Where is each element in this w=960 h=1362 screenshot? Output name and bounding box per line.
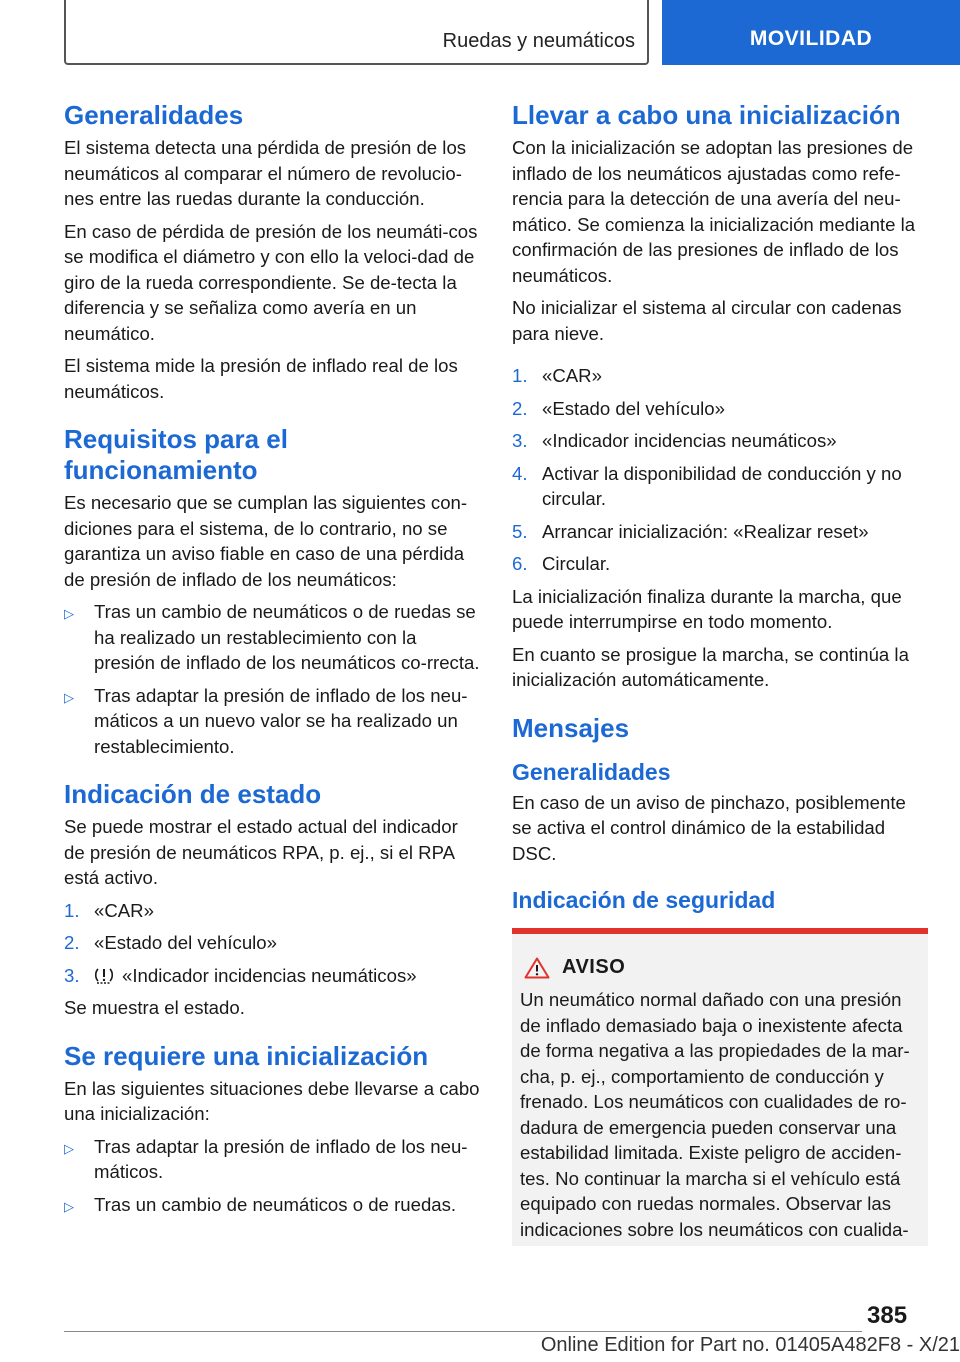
paragraph: Con la inicialización se adoptan las presiones de inflado de los neumáticos ajustadas como refe-rencia para la detección de una avería del neu-mático. Se comienza la inicialización mediante la confirmación de las presiones de inflado de los neumáticos. bbox=[512, 137, 916, 286]
left-column bbox=[64, 100, 480, 1226]
paragraph: El sistema mide la presión de inflado real de los neumáticos. bbox=[64, 355, 458, 402]
step-item: 1. «CAR» bbox=[64, 898, 480, 924]
right-column bbox=[512, 100, 928, 1246]
warning-triangle-icon bbox=[524, 957, 550, 979]
step-item: 6. Circular. bbox=[512, 551, 928, 577]
paragraph: Es necesario que se cumplan las siguientes con-diciones para el sistema, de lo contrario, no se garantiza un aviso fiable en caso de una pérdida de presión de inflado de los neumáticos: bbox=[64, 492, 468, 590]
paragraph: No inicializar el sistema al circular con cadenas para nieve. bbox=[512, 297, 902, 344]
header-section-title: Ruedas y neumáticos bbox=[442, 30, 635, 52]
step-number: 2. bbox=[64, 932, 80, 953]
paragraph: En caso de un aviso de pinchazo, posiblemente se activa el control dinámico de la estabilidad DSC. bbox=[512, 791, 906, 864]
step-number: 1. bbox=[512, 365, 528, 386]
paragraph: Se muestra el estado. bbox=[64, 997, 245, 1018]
step-number: 6. bbox=[512, 553, 528, 574]
warning-header bbox=[524, 956, 920, 979]
footer-edition: Online Edition for Part no. 01405A482F8 - X/21 bbox=[540, 1334, 960, 1356]
paragraph: En cuanto se prosigue la marcha, se continúa la inicialización automáticamente. bbox=[512, 643, 909, 690]
step-number: 5. bbox=[512, 520, 528, 542]
heading-generalidades-mensajes: Generalidades bbox=[512, 758, 671, 785]
bullet-marker: ▷ bbox=[64, 1198, 74, 1214]
footer-divider bbox=[64, 1331, 862, 1332]
warning-title: AVISO bbox=[562, 956, 626, 978]
header-chapter-tab: MOVILIDAD bbox=[662, 0, 960, 65]
step-item: 1. «CAR» bbox=[512, 363, 928, 389]
bullet-marker: ▷ bbox=[64, 1140, 74, 1156]
step-number: 4. bbox=[512, 462, 528, 484]
step-item: 5. Arrancar inicialización: «Realizar reset» bbox=[512, 519, 928, 545]
warning-box bbox=[512, 928, 928, 1246]
heading-indicacion-estado: Indicación de estado bbox=[64, 779, 322, 809]
list-item: ▷ Tras un cambio de neumáticos o de ruedas. bbox=[64, 1192, 480, 1220]
heading-mensajes: Mensajes bbox=[512, 712, 630, 743]
paragraph: El sistema detecta una pérdida de presión de los neumáticos al comparar el número de revolucio-nes entre las ruedas durante la conducción. bbox=[64, 137, 467, 209]
paragraph: La inicialización finaliza durante la marcha, que puede interrumpirse en todo momento. bbox=[512, 585, 902, 632]
bullet-marker: ▷ bbox=[64, 689, 74, 705]
list-item: ▷ Tras adaptar la presión de inflado de los neu-máticos a un nuevo valor se ha realizado un restablecimiento. bbox=[64, 683, 480, 760]
step-item: 2. «Estado del vehículo» bbox=[512, 396, 928, 422]
heading-se-requiere: Se requiere una inicialización bbox=[64, 1040, 429, 1071]
paragraph: En caso de pérdida de presión de los neumáti-cos se modifica el diámetro y con ello la veloci-dad de giro de la rueda correspondiente. Se de-tecta la diferencia y se señaliza como avería en un neumático. bbox=[64, 220, 478, 344]
list-item: ▷ Tras un cambio de neumáticos o de ruedas se ha realizado un restablecimiento con la presión de inflado de los neumáticos co-rrecta. bbox=[64, 599, 480, 676]
bullet-marker: ▷ bbox=[64, 606, 74, 621]
heading-indicacion-seguridad: Indicación de seguridad bbox=[512, 887, 776, 913]
paragraph: Se puede mostrar el estado actual del indicador de presión de neumáticos RPA, p. ej., si el RPA está activo. bbox=[64, 816, 458, 888]
step-item: 3. «Indicador incidencias neumáticos» bbox=[512, 428, 928, 454]
warning-text: Un neumático normal dañado con una presión de inflado demasiado baja o inexistente afecta de forma negativa a las propiedades de la mar-cha, p. ej., comportamiento de conducción y frenado. Los neumáticos con cualidades de ro-dadura de emergencia pueden conservar una estabilidad limitada. Existe peligro de acciden-tes. No continuar la marcha si el vehículo está equipado con ruedas normales. Observar las indicaciones sobre los neumáticos con cualida- bbox=[520, 989, 910, 1240]
step-item: 3. «Indicador incidencias neumáticos» bbox=[64, 963, 480, 989]
heading-generalidades: Generalidades bbox=[64, 100, 244, 130]
step-number: 1. bbox=[64, 899, 80, 921]
step-number: 3. bbox=[64, 964, 80, 986]
tire-pressure-warning-icon bbox=[94, 966, 114, 984]
step-item: 2. «Estado del vehículo» bbox=[64, 930, 480, 956]
heading-requisitos: Requisitos para el funcionamiento bbox=[64, 424, 288, 485]
step-number: 3. bbox=[512, 430, 528, 451]
page-number: 385 bbox=[867, 1302, 908, 1329]
list-item: ▷ Tras adaptar la presión de inflado de los neu-máticos. bbox=[64, 1134, 480, 1185]
heading-llevar-a-cabo: Llevar a cabo una inicialización bbox=[512, 100, 901, 130]
paragraph: En las siguientes situaciones debe llevarse a cabo una inicialización: bbox=[64, 1077, 480, 1124]
step-number: 2. bbox=[512, 397, 528, 419]
step-item: 4. Activar la disponibilidad de conducción y no circular. bbox=[512, 461, 928, 512]
